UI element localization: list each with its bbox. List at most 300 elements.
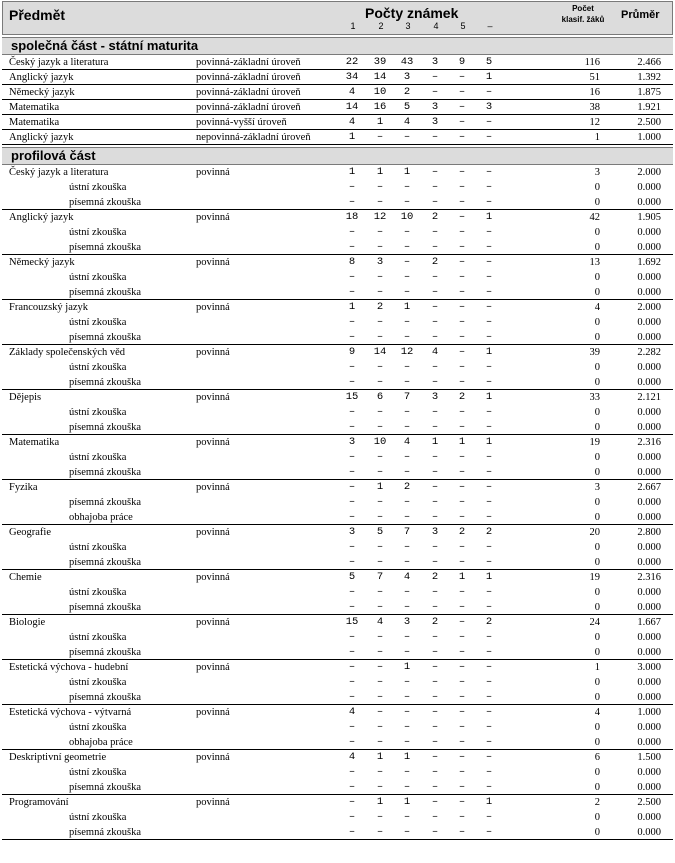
grade-count-cell: – [458,256,466,268]
table-subrow [2,240,673,255]
exam-part-label: ústní zkouška [69,227,127,238]
grade-count-cell: – [458,286,466,298]
grade-count-cell: – [403,766,411,778]
grade-count-cell: – [376,181,384,193]
table-row [2,85,673,100]
average-cell: 2.282 [637,347,661,358]
exam-part-label: ústní zkouška [69,317,127,328]
pupil-count-cell: 12 [589,117,600,128]
grade-count-cell: – [458,706,466,718]
pupil-count-cell: 0 [594,602,600,613]
grade-count-cell: – [458,631,466,643]
pupil-count-cell: 1 [594,132,600,143]
average-cell: 0.000 [637,467,661,478]
grade-count-cell: – [403,556,411,568]
level-label: povinná [196,572,230,583]
grade-count-cell: – [485,181,493,193]
pupil-count-cell: 0 [594,242,600,253]
grade-count-cell: – [485,496,493,508]
pupil-count-cell: 20 [589,527,600,538]
grade-count-cell: – [376,406,384,418]
level-label: povinná [196,662,230,673]
grade-count-cell: – [348,541,356,553]
grade-counts-header: Počty známek [365,5,459,21]
subject-name: Fyzika [9,482,38,493]
table-subrow [2,600,673,615]
exam-part-label: písemná zkouška [69,197,142,208]
average-cell: 0.000 [637,587,661,598]
average-cell: 0.000 [637,242,661,253]
grade-count-cell: 15 [345,391,359,403]
pupil-count-cell: 0 [594,362,600,373]
exam-part-label: písemná zkouška [69,497,142,508]
grade-count-cell: 4 [403,436,411,448]
table-subrow [2,630,673,645]
grade-count-cell: – [485,131,493,143]
grade-count-cell: – [403,271,411,283]
grade-count-cell: 12 [400,346,414,358]
average-cell: 0.000 [637,272,661,283]
table-subrow [2,375,673,390]
pupil-count-cell: 19 [589,437,600,448]
subject-name: Anglický jazyk [9,132,74,143]
grade-count-cell: – [485,406,493,418]
pupil-count-cell: 0 [594,542,600,553]
grade-count-cell: – [458,271,466,283]
grade-count-cell: – [458,766,466,778]
exam-part-label: písemná zkouška [69,692,142,703]
grade-count-cell: – [403,361,411,373]
grade-count-cell: – [431,196,439,208]
grade-count-cell: – [458,796,466,808]
average-cell: 2.466 [637,57,661,68]
pupil-count-cell: 38 [589,102,600,113]
grade-count-cell: 5 [348,571,356,583]
average-cell: 1.667 [637,617,661,628]
grade-count-cell: – [348,586,356,598]
grade-count-cell: – [431,721,439,733]
pupil-count-cell: 0 [594,557,600,568]
grade-count-cell: 3 [403,616,411,628]
grade-count-cell: – [403,811,411,823]
grade-count-cell: – [348,451,356,463]
pupil-count-cell: 0 [594,782,600,793]
exam-part-label: obhajoba práce [69,512,133,523]
grade-count-cell: 2 [485,526,493,538]
pupils-header-line2: klasif. žáků [561,15,605,24]
table-row [2,750,673,765]
subject-name: Základy společenských věd [9,347,126,358]
pupil-count-cell: 0 [594,827,600,838]
pupil-count-cell: 0 [594,692,600,703]
grade-count-cell: – [403,706,411,718]
grade-count-cell: – [376,316,384,328]
grade-count-cell: 1 [348,301,356,313]
grade-count-cell: – [376,721,384,733]
grade-count-cell: 2 [458,526,466,538]
subject-name: Biologie [9,617,46,628]
grade-count-cell: 15 [345,616,359,628]
grade-count-cell: 1 [403,796,411,808]
average-cell: 0.000 [637,452,661,463]
subject-name: Estetická výchova - hudební [9,662,129,673]
grade-count-cell: – [485,781,493,793]
average-cell: 1.500 [637,752,661,763]
grade-count-cell: – [458,196,466,208]
grade-count-cell: – [431,511,439,523]
table-row [2,115,673,130]
grade-count-cell: – [485,736,493,748]
grade-count-cell: 1 [376,116,384,128]
grade-count-cell: – [376,286,384,298]
grade-count-cell: 5 [376,526,384,538]
grade-count-cell: – [485,556,493,568]
level-label: povinná [196,617,230,628]
grade-count-cell: 2 [431,616,439,628]
level-label: nepovinná-základní úroveň [196,132,311,143]
grade-count-cell: – [458,376,466,388]
grade-col-dash: – [487,21,493,31]
exam-part-label: ústní zkouška [69,407,127,418]
grade-count-cell: – [431,676,439,688]
grade-count-cell: 1 [431,436,439,448]
exam-part-label: ústní zkouška [69,452,127,463]
grade-count-cell: – [458,116,466,128]
grade-count-cell: – [403,736,411,748]
grade-count-cell: – [485,301,493,313]
table-subrow [2,420,673,435]
subject-name: Matematika [9,102,60,113]
grade-count-cell: – [485,271,493,283]
grade-count-cell: – [376,376,384,388]
grade-count-cell: – [348,811,356,823]
exam-part-label: písemná zkouška [69,242,142,253]
grade-count-cell: – [485,721,493,733]
exam-part-label: ústní zkouška [69,677,127,688]
grade-count-cell: – [403,406,411,418]
average-cell: 3.000 [637,662,661,673]
exam-part-label: písemná zkouška [69,782,142,793]
average-cell: 0.000 [637,407,661,418]
grade-count-cell: 1 [376,796,384,808]
average-cell: 2.500 [637,797,661,808]
grade-count-cell: – [403,181,411,193]
grade-count-cell: 39 [373,56,387,68]
grade-count-cell: – [485,451,493,463]
grade-count-cell: – [458,421,466,433]
average-cell: 1.875 [637,87,661,98]
subject-name: Český jazyk a literatura [9,57,109,68]
pupil-count-cell: 24 [589,617,600,628]
grade-count-cell: – [403,451,411,463]
grade-count-cell: – [348,661,356,673]
grade-count-cell: – [431,271,439,283]
pupil-count-cell: 0 [594,722,600,733]
grade-count-cell: – [431,316,439,328]
grade-count-cell: – [485,331,493,343]
grade-count-cell: – [376,826,384,838]
grade-count-cell: – [348,226,356,238]
grade-count-cell: – [376,196,384,208]
grade-count-cell: – [485,241,493,253]
table-subrow [2,225,673,240]
pupil-count-cell: 0 [594,272,600,283]
average-cell: 0.000 [637,677,661,688]
level-label: povinná [196,437,230,448]
grade-count-cell: – [431,661,439,673]
grade-count-cell: 14 [373,71,387,83]
grade-count-cell: – [348,466,356,478]
average-cell: 0.000 [637,602,661,613]
table-subrow [2,270,673,285]
grade-count-cell: – [458,826,466,838]
grade-count-cell: 3 [431,391,439,403]
grade-count-cell: 2 [431,256,439,268]
grade-count-cell: 1 [376,751,384,763]
grade-count-cell: 10 [400,211,414,223]
table-subrow [2,450,673,465]
average-cell: 1.000 [637,132,661,143]
grade-count-cell: – [376,131,384,143]
grade-count-cell: – [485,481,493,493]
grade-count-cell: – [485,676,493,688]
section-title: společná část - státní maturita [2,37,673,55]
grade-count-cell: – [348,316,356,328]
grade-count-cell: 1 [485,796,493,808]
grade-count-cell: – [431,376,439,388]
grade-count-cell: – [485,691,493,703]
average-cell: 2.000 [637,167,661,178]
grade-count-cell: 2 [458,391,466,403]
average-cell: 0.000 [637,362,661,373]
grade-count-cell: – [403,601,411,613]
grade-count-cell: – [403,226,411,238]
grade-count-cell: 3 [431,116,439,128]
grade-count-cell: – [376,811,384,823]
table-row [2,255,673,270]
grade-count-cell: – [376,586,384,598]
table-row [2,525,673,540]
average-cell: 0.000 [637,647,661,658]
grade-count-cell: – [458,316,466,328]
grade-count-cell: – [376,691,384,703]
grade-count-cell: – [458,211,466,223]
pupil-count-cell: 51 [589,72,600,83]
subject-name: Geografie [9,527,51,538]
average-cell: 0.000 [637,512,661,523]
average-header: Průměr [621,9,660,21]
average-cell: 1.392 [637,72,661,83]
grade-count-cell: – [485,166,493,178]
grade-count-cell: 1 [458,571,466,583]
table-subrow [2,285,673,300]
grade-count-cell: – [403,826,411,838]
grade-count-cell: – [376,421,384,433]
grade-count-cell: – [458,616,466,628]
grade-count-cell: – [431,706,439,718]
grade-count-cell: 4 [348,86,356,98]
grade-count-cell: – [403,586,411,598]
pupil-count-cell: 0 [594,647,600,658]
grade-count-cell: – [348,796,356,808]
grade-count-cell: – [376,241,384,253]
subject-name: Chemie [9,572,42,583]
grade-count-cell: – [431,286,439,298]
table-row [2,100,673,115]
grade-count-cell: – [458,166,466,178]
table-row [2,345,673,360]
grade-count-cell: 9 [458,56,466,68]
average-cell: 0.000 [637,182,661,193]
grade-count-cell: – [431,86,439,98]
level-label: povinná-základní úroveň [196,102,301,113]
average-cell: 0.000 [637,332,661,343]
grade-count-cell: – [485,376,493,388]
table-subrow [2,675,673,690]
average-cell: 0.000 [637,812,661,823]
average-cell: 0.000 [637,557,661,568]
grade-count-cell: – [348,271,356,283]
table-subrow [2,645,673,660]
pupil-count-cell: 0 [594,497,600,508]
grade-col-2: 2 [378,21,384,31]
grade-count-cell: 34 [345,71,359,83]
grade-count-cell: – [458,721,466,733]
table-row [2,705,673,720]
average-cell: 0.000 [637,227,661,238]
pupil-count-cell: 0 [594,587,600,598]
level-label: povinná-základní úroveň [196,87,301,98]
grade-count-cell: 2 [431,211,439,223]
grade-count-cell: – [431,541,439,553]
table-subrow [2,765,673,780]
table-subrow [2,735,673,750]
grade-count-cell: – [431,781,439,793]
subject-name: Estetická výchova - výtvarná [9,707,132,718]
grade-count-cell: – [485,751,493,763]
level-label: povinná-základní úroveň [196,72,301,83]
grade-col-4: 4 [433,21,439,31]
average-cell: 1.692 [637,257,661,268]
grade-count-cell: – [348,376,356,388]
pupil-count-cell: 0 [594,767,600,778]
subject-name: Anglický jazyk [9,72,74,83]
level-label: povinná [196,302,230,313]
exam-part-label: písemná zkouška [69,647,142,658]
grade-count-cell: – [458,736,466,748]
grade-count-cell: – [458,331,466,343]
grade-count-cell: 1 [376,166,384,178]
grade-count-cell: – [485,421,493,433]
exam-part-label: ústní zkouška [69,767,127,778]
average-cell: 0.000 [637,377,661,388]
grade-count-cell: 22 [345,56,359,68]
grade-count-cell: 1 [485,346,493,358]
grade-count-cell: – [485,256,493,268]
exam-part-label: ústní zkouška [69,587,127,598]
grade-count-cell: – [348,496,356,508]
grade-count-cell: 3 [485,101,493,113]
grade-count-cell: – [376,736,384,748]
grade-count-cell: – [431,631,439,643]
grade-count-cell: – [403,131,411,143]
grade-count-cell: 5 [403,101,411,113]
grade-count-cell: – [485,631,493,643]
grade-count-cell: 4 [403,571,411,583]
exam-part-label: písemná zkouška [69,467,142,478]
table-subrow [2,465,673,480]
grade-count-cell: 3 [431,101,439,113]
grade-count-cell: – [376,331,384,343]
subject-name: Francouzský jazyk [9,302,89,313]
exam-part-label: písemná zkouška [69,557,142,568]
grade-count-cell: – [485,826,493,838]
grade-count-cell: – [485,511,493,523]
grade-count-cell: – [485,811,493,823]
average-cell: 0.000 [637,287,661,298]
grade-count-cell: – [403,496,411,508]
grade-count-cell: – [403,286,411,298]
grade-count-cell: – [431,826,439,838]
grade-count-cell: 7 [403,526,411,538]
grade-count-cell: 1 [403,661,411,673]
exam-part-label: písemná zkouška [69,827,142,838]
grade-col-1: 1 [350,21,356,31]
level-label: povinná [196,707,230,718]
grade-count-cell: – [431,131,439,143]
grade-count-cell: 3 [431,526,439,538]
subject-header: Předmět [9,7,66,23]
subject-name: Matematika [9,117,60,128]
pupil-count-cell: 6 [594,752,600,763]
grade-count-cell: – [458,71,466,83]
pupil-count-cell: 0 [594,182,600,193]
grade-count-cell: – [458,86,466,98]
grade-count-cell: – [348,241,356,253]
exam-part-label: písemná zkouška [69,377,142,388]
grade-count-cell: – [403,316,411,328]
grade-count-cell: – [403,721,411,733]
pupil-count-cell: 0 [594,452,600,463]
grade-count-cell: – [403,646,411,658]
grade-count-cell: 1 [376,481,384,493]
grade-count-cell: 4 [403,116,411,128]
level-label: povinná [196,797,230,808]
pupil-count-cell: 0 [594,812,600,823]
table-subrow [2,510,673,525]
grade-count-cell: – [431,796,439,808]
grade-count-cell: 1 [485,391,493,403]
grade-count-cell: – [431,331,439,343]
grade-count-cell: 1 [485,436,493,448]
grade-count-cell: – [348,421,356,433]
pupil-count-cell: 0 [594,377,600,388]
grade-count-cell: – [458,646,466,658]
grade-count-cell: – [485,706,493,718]
grade-count-cell: – [485,541,493,553]
average-cell: 2.000 [637,302,661,313]
average-cell: 0.000 [637,692,661,703]
pupil-count-cell: 0 [594,632,600,643]
grade-count-cell: – [376,646,384,658]
grade-count-cell: – [431,451,439,463]
grade-count-cell: – [458,811,466,823]
average-cell: 2.500 [637,117,661,128]
pupil-count-cell: 39 [589,347,600,358]
exam-part-label: ústní zkouška [69,632,127,643]
grade-count-cell: 14 [345,101,359,113]
average-cell: 0.000 [637,737,661,748]
